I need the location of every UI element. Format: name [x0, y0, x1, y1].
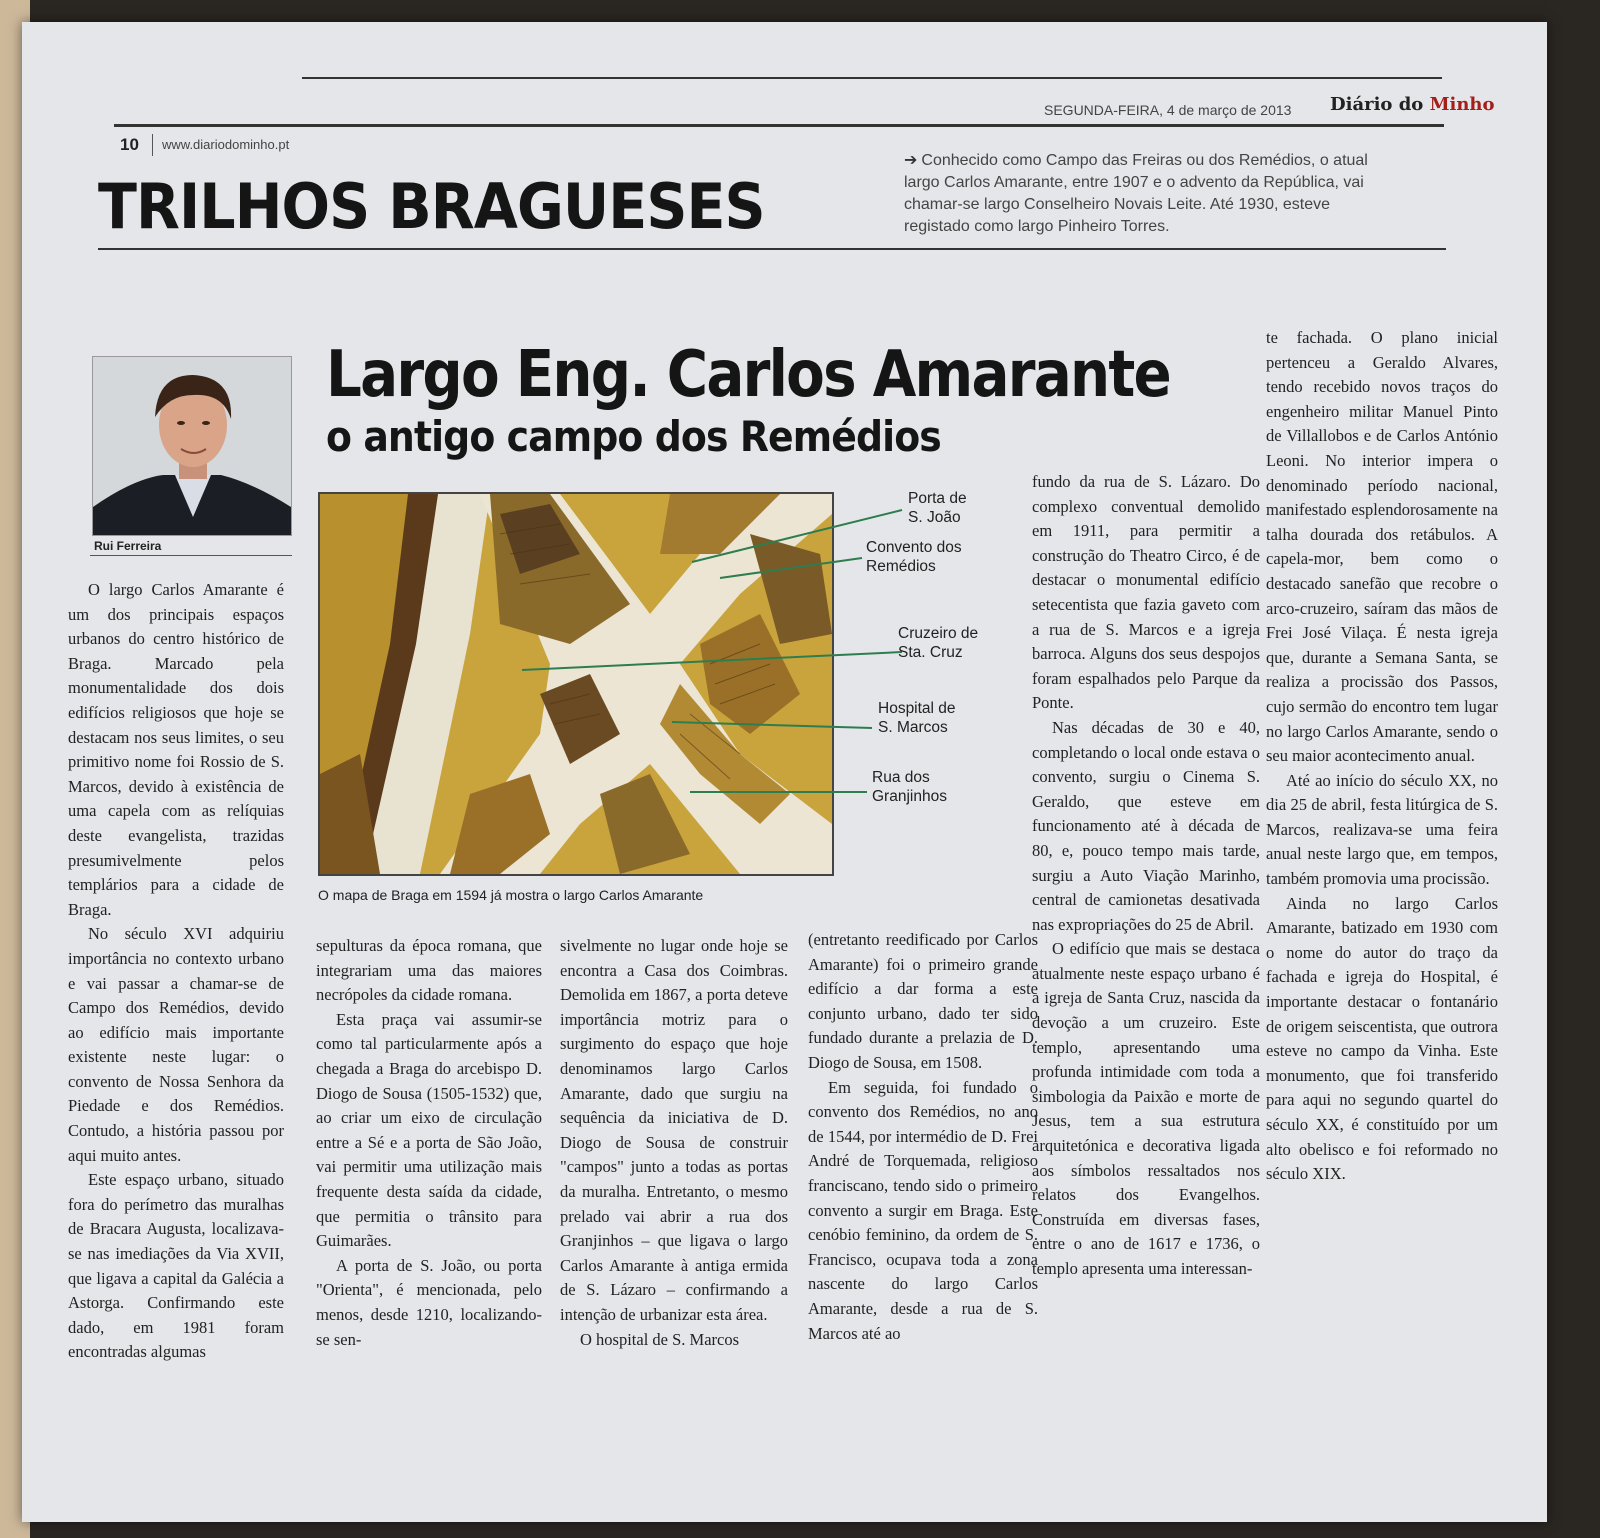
paragraph: sivelmente no lugar onde hoje se encontra a Casa dos Coimbras. Demolida em 1867, a porta deteve importância motriz para o surgimento do espaço que hoje denominamos largo Carlos Amarante, dado que surgiu na sequência da iniciativa de D. Diogo de Sousa de construir "campos" junto a todas as portas da muralha. Entretanto, o mesmo prelado vai abrir a rua dos Granjinhos – que ligava o largo Carlos Amarante à antiga ermida de S. Lázaro – confirmando a intenção de urbanizar esta área.	[560, 936, 788, 1324]
website-url: www.diariodominho.pt	[162, 137, 290, 152]
newspaper-logo: Diário do Minho	[1330, 94, 1495, 115]
paragraph: O hospital de S. Marcos	[580, 1329, 740, 1349]
paragraph: Nas décadas de 30 e 40, completando o local onde estava o convento, surgiu o Cinema S. Geraldo, que esteve em funcionamento até à década de 80, e, pouco tempo mais tarde, surgiu a Auto Viação Marinho, central de camionetas desativada nas expropriações do 25 de Abril.	[1032, 717, 1260, 934]
paragraph: A porta de S. João, ou porta "Orienta", é mencionada, pelo menos, desde 1210, localizando-se sen-	[316, 1255, 542, 1349]
map-label-convento-remedios: Convento dos Remédios	[866, 539, 962, 575]
paragraph: O largo Carlos Amarante é um dos principais espaços urbanos do centro histórico de Braga. Marcado pela monumentalidade dos dois edifícios religiosos que hoje se destacam nos seus limites, o seu primitivo nome foi Rossio de S. Marcos, devido à existência de uma capela com as relíquias deste evangelista, trazidas presumivelmente pelos templários para a cidade de Braga.	[68, 580, 284, 919]
section-title: TRILHOS BRAGUESES	[98, 170, 765, 243]
map-label-cruzeiro-sta-cruz: Cruzeiro de Sta. Cruz	[898, 625, 979, 661]
paragraph: No século XVI adquiriu importância no contexto urbano e vai passar a chamar-se de Campo dos Remédios, devido ao edifício mais importante existente neste lugar: o convento de Nossa Senhora da Piedade e dos Remédios. Contudo, a história passou por aqui muito antes.	[68, 924, 284, 1165]
paragraph: O edifício que mais se destaca atualmente neste espaço urbano é a igreja de Santa Cruz, nascida da devoção a um cruzeiro. Este templo, apresentando uma profunda intimidade com toda a simbologia da Paixão e morte de Jesus, tem a sua estrutura arquitetónica e decorativa ligada aos símbolos ressaltados nos relatos dos Evangelhos. Construída em diversas fases, entre o ano de 1617 e 1736, o templo apresenta uma interessan-	[1032, 939, 1260, 1278]
article-column-4	[808, 928, 1038, 1346]
article-column-5	[1032, 470, 1260, 1282]
paragraph: sepulturas da época romana, que integrariam uma das maiores necrópoles da cidade romana.	[316, 936, 542, 1005]
article-title: Largo Eng. Carlos Amarante	[326, 338, 1170, 412]
article-column-3	[560, 934, 788, 1352]
article-column-6	[1266, 326, 1498, 1187]
paragraph: Ainda no largo Carlos Amarante, batizado em 1930 com o nome do autor do traço da fachada e igreja do Hospital, é importante destacar o fontanário de origem seiscentista, que outrora esteve no campo da Vinha. Este monumento, que foi transferido para aqui no segundo quartel do século XX, é constituído por um alto obelisco e foi reformado no século XIX.	[1266, 893, 1498, 1184]
article-column-2	[316, 934, 542, 1352]
paragraph: Esta praça vai assumir-se como tal particularmente após a chegada a Braga do arcebispo D. Diogo de Sousa (1505-1532) que, ao criar um eixo de circulação entre a Sé e a porta de São João, vai permitir uma utilização mais frequente desta saída da cidade, que permitia o trânsito para Guimarães.	[316, 1009, 542, 1251]
paragraph: fundo da rua de S. Lázaro. Do complexo conventual demolido em 1911, para permitir a construção do Theatro Circo, é de destacar o monumental edifício setecentista que fazia gaveto com a rua de S. Marcos e a igreja barroca. Alguns dos seus despojos foram espalhados pelo Parque da Ponte.	[1032, 472, 1260, 713]
article-column-1	[68, 578, 284, 1365]
article-subtitle: o antigo campo dos Remédios	[326, 412, 941, 461]
section-lead: ➔ Conhecido como Campo das Freiras ou dos Remédios, o atual largo Carlos Amarante, entre 1907 e o advento da República, vai chamar-se largo Conselheiro Novais Leite. Até 1930, esteve registado como largo Pinheiro Torres.	[904, 152, 1368, 235]
paragraph: Em seguida, foi fundado o convento dos Remédios, no ano de 1544, por intermédio de D. Frei André de Torquemada, religioso franciscano, tendo sido o primeiro convento a surgir em Braga. Este cenóbio feminino, da ordem de S. Francisco, ocupava toda a zona nascente do largo Carlos Amarante, desde a rua de S. Marcos até ao	[808, 1077, 1038, 1343]
paragraph: te fachada. O plano inicial pertenceu a Geraldo Alvares, tendo recebido novos traços do engenheiro militar Manuel Pinto de Villallobos e de Carlos António Leoni. No interior impera o denominado período nacional, manifestado esplendorosamente na talha dourada dos retábulos. A capela-mor, bem como o destacado sanefão que recobre o arco-cruzeiro, saíram das mãos de Frei José Vilaça. É nesta igreja que, durante a Semana Santa, se realiza a procissão dos Passos, cujo sermão do encontro tem lugar no largo Carlos Amarante, sendo o seu maior acontecimento anual.	[1266, 328, 1498, 766]
paragraph: Este espaço urbano, situado fora do perímetro das muralhas de Bracara Augusta, localizava-se nas imediações da Via XVII, que ligava a capital da Galécia a Astorga. Confirmando este dado, em 1981 foram encontradas algumas	[68, 1170, 284, 1362]
map-label-rua-granjinhos: Rua dos Granjinhos	[872, 769, 947, 805]
map-label-hospital-sao-marcos: Hospital de S. Marcos	[878, 700, 956, 736]
paragraph: Até ao início do século XX, no dia 25 de abril, festa litúrgica de S. Marcos, realizava-se uma feira anual neste largo que, em tempos, também promovia uma procissão.	[1266, 770, 1498, 889]
author-name: Rui Ferreira	[94, 539, 162, 553]
map-caption: O mapa de Braga em 1594 já mostra o largo Carlos Amarante	[318, 887, 704, 903]
paragraph: (entretanto reedificado por Carlos Amarante) foi o primeiro grande edifício a dar forma a este conjunto urbano, dado ter sido fundado durante a prelazia de D. Diogo de Sousa, em 1508.	[808, 930, 1038, 1072]
map-label-porta-sao-joao: Porta de S. João	[908, 490, 967, 526]
arrow-icon: ➔	[904, 152, 918, 169]
newspaper-page	[22, 22, 1547, 1522]
issue-date: SEGUNDA-FEIRA, 4 de março de 2013	[1044, 102, 1292, 118]
page-number: 10	[120, 135, 139, 154]
